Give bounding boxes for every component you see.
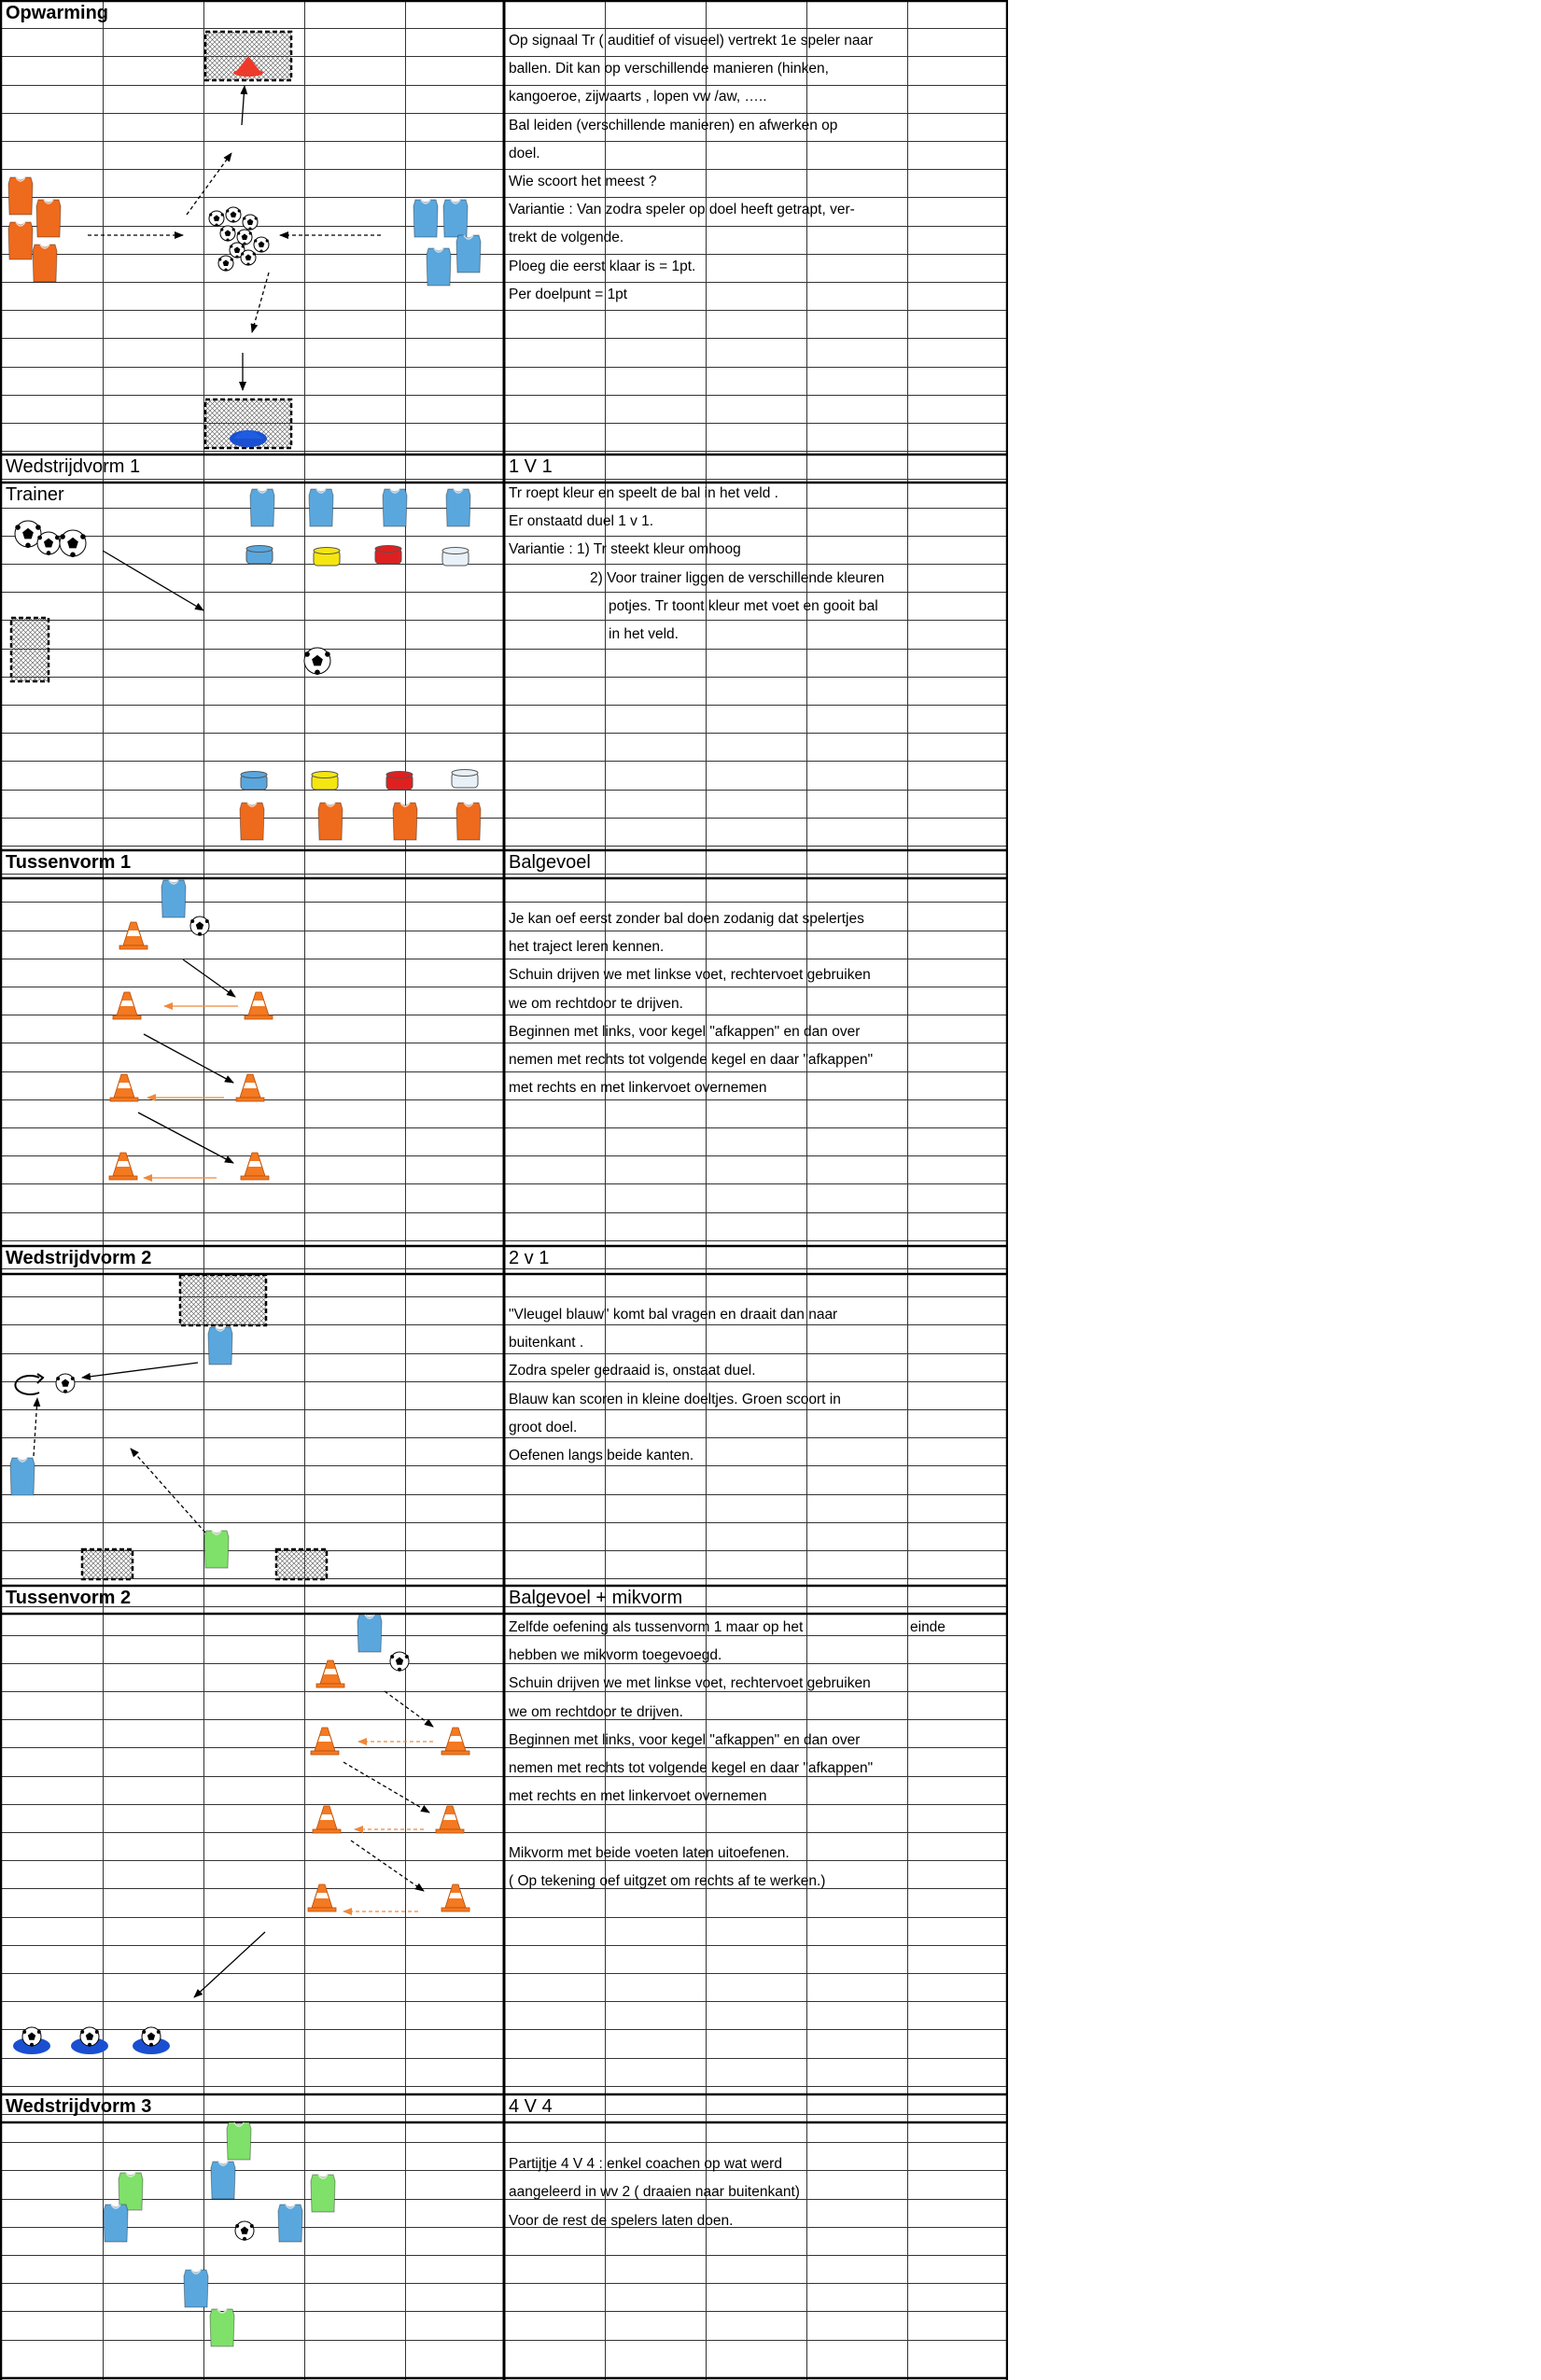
cone-icon [308, 1884, 336, 1911]
description-line: Op signaal Tr ( auditief of visueel) vertrekt 1e speler naar [509, 33, 874, 49]
description-line: met rechts en met linkervoet overnemen [509, 1080, 767, 1097]
marker-pot-icon [452, 770, 478, 789]
description-line: Je kan oef eerst zonder bal doen zodanig dat spelertjes [509, 911, 864, 927]
arrow [194, 1932, 265, 1997]
section-title-tussenvorm-1: Tussenvorm 1 [6, 852, 132, 873]
description-line: het traject leren kennen. [509, 939, 665, 956]
description-line: Wie scoort het meest ? [509, 174, 657, 189]
description-line: met rechts en met linkervoet overnemen [509, 1788, 767, 1805]
ball-icon [142, 2027, 161, 2047]
description-line: in het veld. [609, 626, 679, 642]
arrow [103, 551, 203, 610]
cone-icon [241, 1153, 269, 1180]
ball-icon [60, 530, 86, 557]
bib-icon [240, 803, 264, 840]
arrow [144, 1034, 233, 1083]
bib-icon [210, 2309, 234, 2346]
description-line: buitenkant . [509, 1335, 584, 1351]
ball-icon [235, 2221, 254, 2241]
description-line: ballen. Dit kan op verschillende manieren (hinken, [509, 61, 829, 77]
section-subtitle-balgevoel-mikvorm: Balgevoel + mikvorm [509, 1588, 683, 1608]
cone-icon [119, 922, 147, 949]
description-line: nemen met rechts tot volgende kegel en daar "afkappen" [509, 1052, 874, 1068]
cone-icon [316, 1660, 344, 1687]
cone-icon [311, 1728, 339, 1755]
description-line: Schuin drijven we met linkse voet, rechtervoet gebruiken [509, 967, 871, 984]
bib-icon [227, 2122, 251, 2160]
marker-pot-icon [375, 546, 401, 565]
description-line: Schuin drijven we met linkse voet, rechtervoet gebruiken [509, 1675, 871, 1692]
marker-pot-icon [246, 546, 273, 565]
cone-icon [313, 1806, 341, 1833]
description-line: hebben we mikvorm toegevoegd. [509, 1647, 722, 1664]
bib-icon [184, 2270, 208, 2307]
ball-icon [37, 532, 60, 555]
bib-icon [10, 1458, 35, 1495]
marker-pot-icon [314, 548, 340, 567]
description-line: Oefenen langs beide kanten. [509, 1448, 694, 1463]
arrow [252, 273, 269, 332]
bib-icon [318, 803, 343, 840]
description-line: Mikvorm met beide voeten laten uitoefenen. [509, 1844, 790, 1861]
bib-icon [250, 489, 274, 526]
description-line: trekt de volgende. [509, 230, 624, 246]
einde-note: einde [910, 1619, 946, 1635]
arrow [187, 153, 231, 215]
bib-icon [393, 803, 417, 840]
description-line: Beginnen met links, voor kegel "afkappen" en dan over [509, 1731, 861, 1748]
cone-icon [233, 69, 263, 77]
ball-icon [220, 226, 235, 242]
arrow [385, 1691, 433, 1727]
bib-icon [208, 1327, 232, 1365]
bib-icon [204, 1531, 229, 1568]
bib-icon [427, 248, 451, 286]
ball-icon [243, 215, 258, 231]
ball-icon [190, 917, 209, 936]
bib-icon [8, 222, 33, 259]
turn-arrow-icon [37, 1374, 43, 1383]
bib-icon [36, 200, 61, 237]
description-line: Variantie : 1) Tr steekt kleur omhoog [509, 541, 741, 558]
ball-icon [218, 256, 233, 272]
section-subtitle-4v4: 4 V 4 [509, 2096, 553, 2117]
description-line: 2) Voor trainer liggen de verschillende kleuren [590, 569, 885, 586]
description-line: Zelfde oefening als tussenvorm 1 maar op het [509, 1619, 804, 1635]
description-line: Beginnen met links, voor kegel "afkappen" en dan over [509, 1023, 861, 1040]
ball-icon [226, 207, 241, 223]
description-line: we om rechtdoor te drijven. [509, 995, 683, 1012]
description-line: potjes. Tr toont kleur met voet en gooit bal [609, 597, 878, 614]
section-title-tussenvorm-2: Tussenvorm 2 [6, 1588, 132, 1608]
ball-icon [304, 648, 330, 675]
cone-icon [441, 1728, 469, 1755]
goal-icon [82, 1549, 133, 1579]
cone-icon [236, 1074, 264, 1101]
bib-icon [309, 489, 333, 526]
section-title-wedstrijdvorm-1: Wedstrijdvorm 1 [6, 456, 141, 477]
ball-icon [80, 2027, 99, 2047]
cone-icon [109, 1153, 137, 1180]
goal-icon [276, 1549, 327, 1579]
bib-icon [33, 245, 57, 282]
ball-icon [209, 211, 224, 227]
turn-arrow-icon [15, 1376, 39, 1394]
cone-icon [110, 1074, 138, 1101]
section-title-opwarming: Opwarming [6, 3, 109, 23]
description-line: Blauw kan scoren in kleine doeltjes. Groen scoort in [509, 1391, 841, 1407]
description-line: Per doelpunt = 1pt [509, 286, 628, 302]
cone-icon [113, 992, 141, 1019]
bib-icon [443, 200, 468, 237]
bib-icon [446, 489, 470, 526]
section-title-wedstrijdvorm-2: Wedstrijdvorm 2 [6, 1248, 152, 1268]
description-line: Partijtje 4 V 4 : enkel coachen op wat werd [509, 2156, 782, 2173]
description-line: doel. [509, 145, 540, 161]
description-line: kangoeroe, zijwaarts , lopen vw /aw, ….. [509, 89, 767, 105]
bib-icon [456, 235, 481, 273]
ball-icon [390, 1652, 409, 1672]
description-line: groot doel. [509, 1419, 578, 1435]
bib-icon [383, 489, 407, 526]
arrow [131, 1449, 205, 1533]
description-line: we om rechtdoor te drijven. [509, 1703, 683, 1720]
bib-icon [357, 1615, 382, 1652]
cone-icon [436, 1806, 464, 1833]
ball-icon [254, 237, 269, 253]
ball-icon [56, 1374, 75, 1393]
bib-icon [104, 2205, 128, 2242]
bib-icon [413, 200, 438, 237]
trainer-label: Trainer [6, 484, 64, 505]
bib-icon [161, 880, 186, 917]
description-line: Voor de rest de spelers laten doen. [509, 2212, 734, 2229]
ball-icon [22, 2027, 41, 2047]
ball-icon [241, 250, 256, 266]
arrow [343, 1762, 429, 1813]
marker-pot-icon [442, 548, 469, 567]
marker-pot-icon [386, 772, 413, 791]
bib-icon [311, 2175, 335, 2212]
description-line: Tr roept kleur en speelt de bal in het veld . [509, 485, 778, 501]
marker-pot-icon [312, 772, 338, 791]
description-line: Er onstaatd duel 1 v 1. [509, 513, 654, 530]
marker-pot-icon [241, 772, 267, 791]
bib-icon [278, 2205, 302, 2242]
arrow [82, 1363, 198, 1378]
arrow [242, 86, 245, 125]
description-line: "Vleugel blauw" komt bal vragen en draait dan naar [509, 1307, 838, 1323]
section-title-wedstrijdvorm-3: Wedstrijdvorm 3 [6, 2096, 152, 2117]
arrow [34, 1398, 37, 1456]
section-subtitle-1v1: 1 V 1 [509, 456, 553, 477]
bib-icon [211, 2162, 235, 2199]
description-line: nemen met rechts tot volgende kegel en daar "afkappen" [509, 1760, 874, 1776]
arrow [138, 1113, 233, 1163]
description-line: Zodra speler gedraaid is, onstaat duel. [509, 1363, 756, 1379]
description-line: Ploeg die eerst klaar is = 1pt. [509, 258, 696, 274]
description-line: Bal leiden (verschillende manieren) en afwerken op [509, 117, 838, 133]
goal-icon [180, 1275, 266, 1325]
cone-icon [245, 992, 273, 1019]
arrow [183, 959, 235, 997]
section-subtitle-balgevoel: Balgevoel [509, 852, 591, 873]
cone-icon [441, 1884, 469, 1911]
description-line: aangeleerd in wv 2 ( draaien naar buitenkant) [509, 2184, 800, 2201]
bib-icon [8, 177, 33, 215]
description-line: Variantie : Van zodra speler op doel heeft getrapt, ver- [509, 202, 855, 218]
section-subtitle-2v1: 2 v 1 [509, 1248, 550, 1268]
description-line: ( Op tekening oef uitgzet om rechts af te werken.) [509, 1872, 826, 1889]
arrow [351, 1841, 424, 1891]
bib-icon [456, 803, 481, 840]
goal-icon [11, 618, 49, 681]
